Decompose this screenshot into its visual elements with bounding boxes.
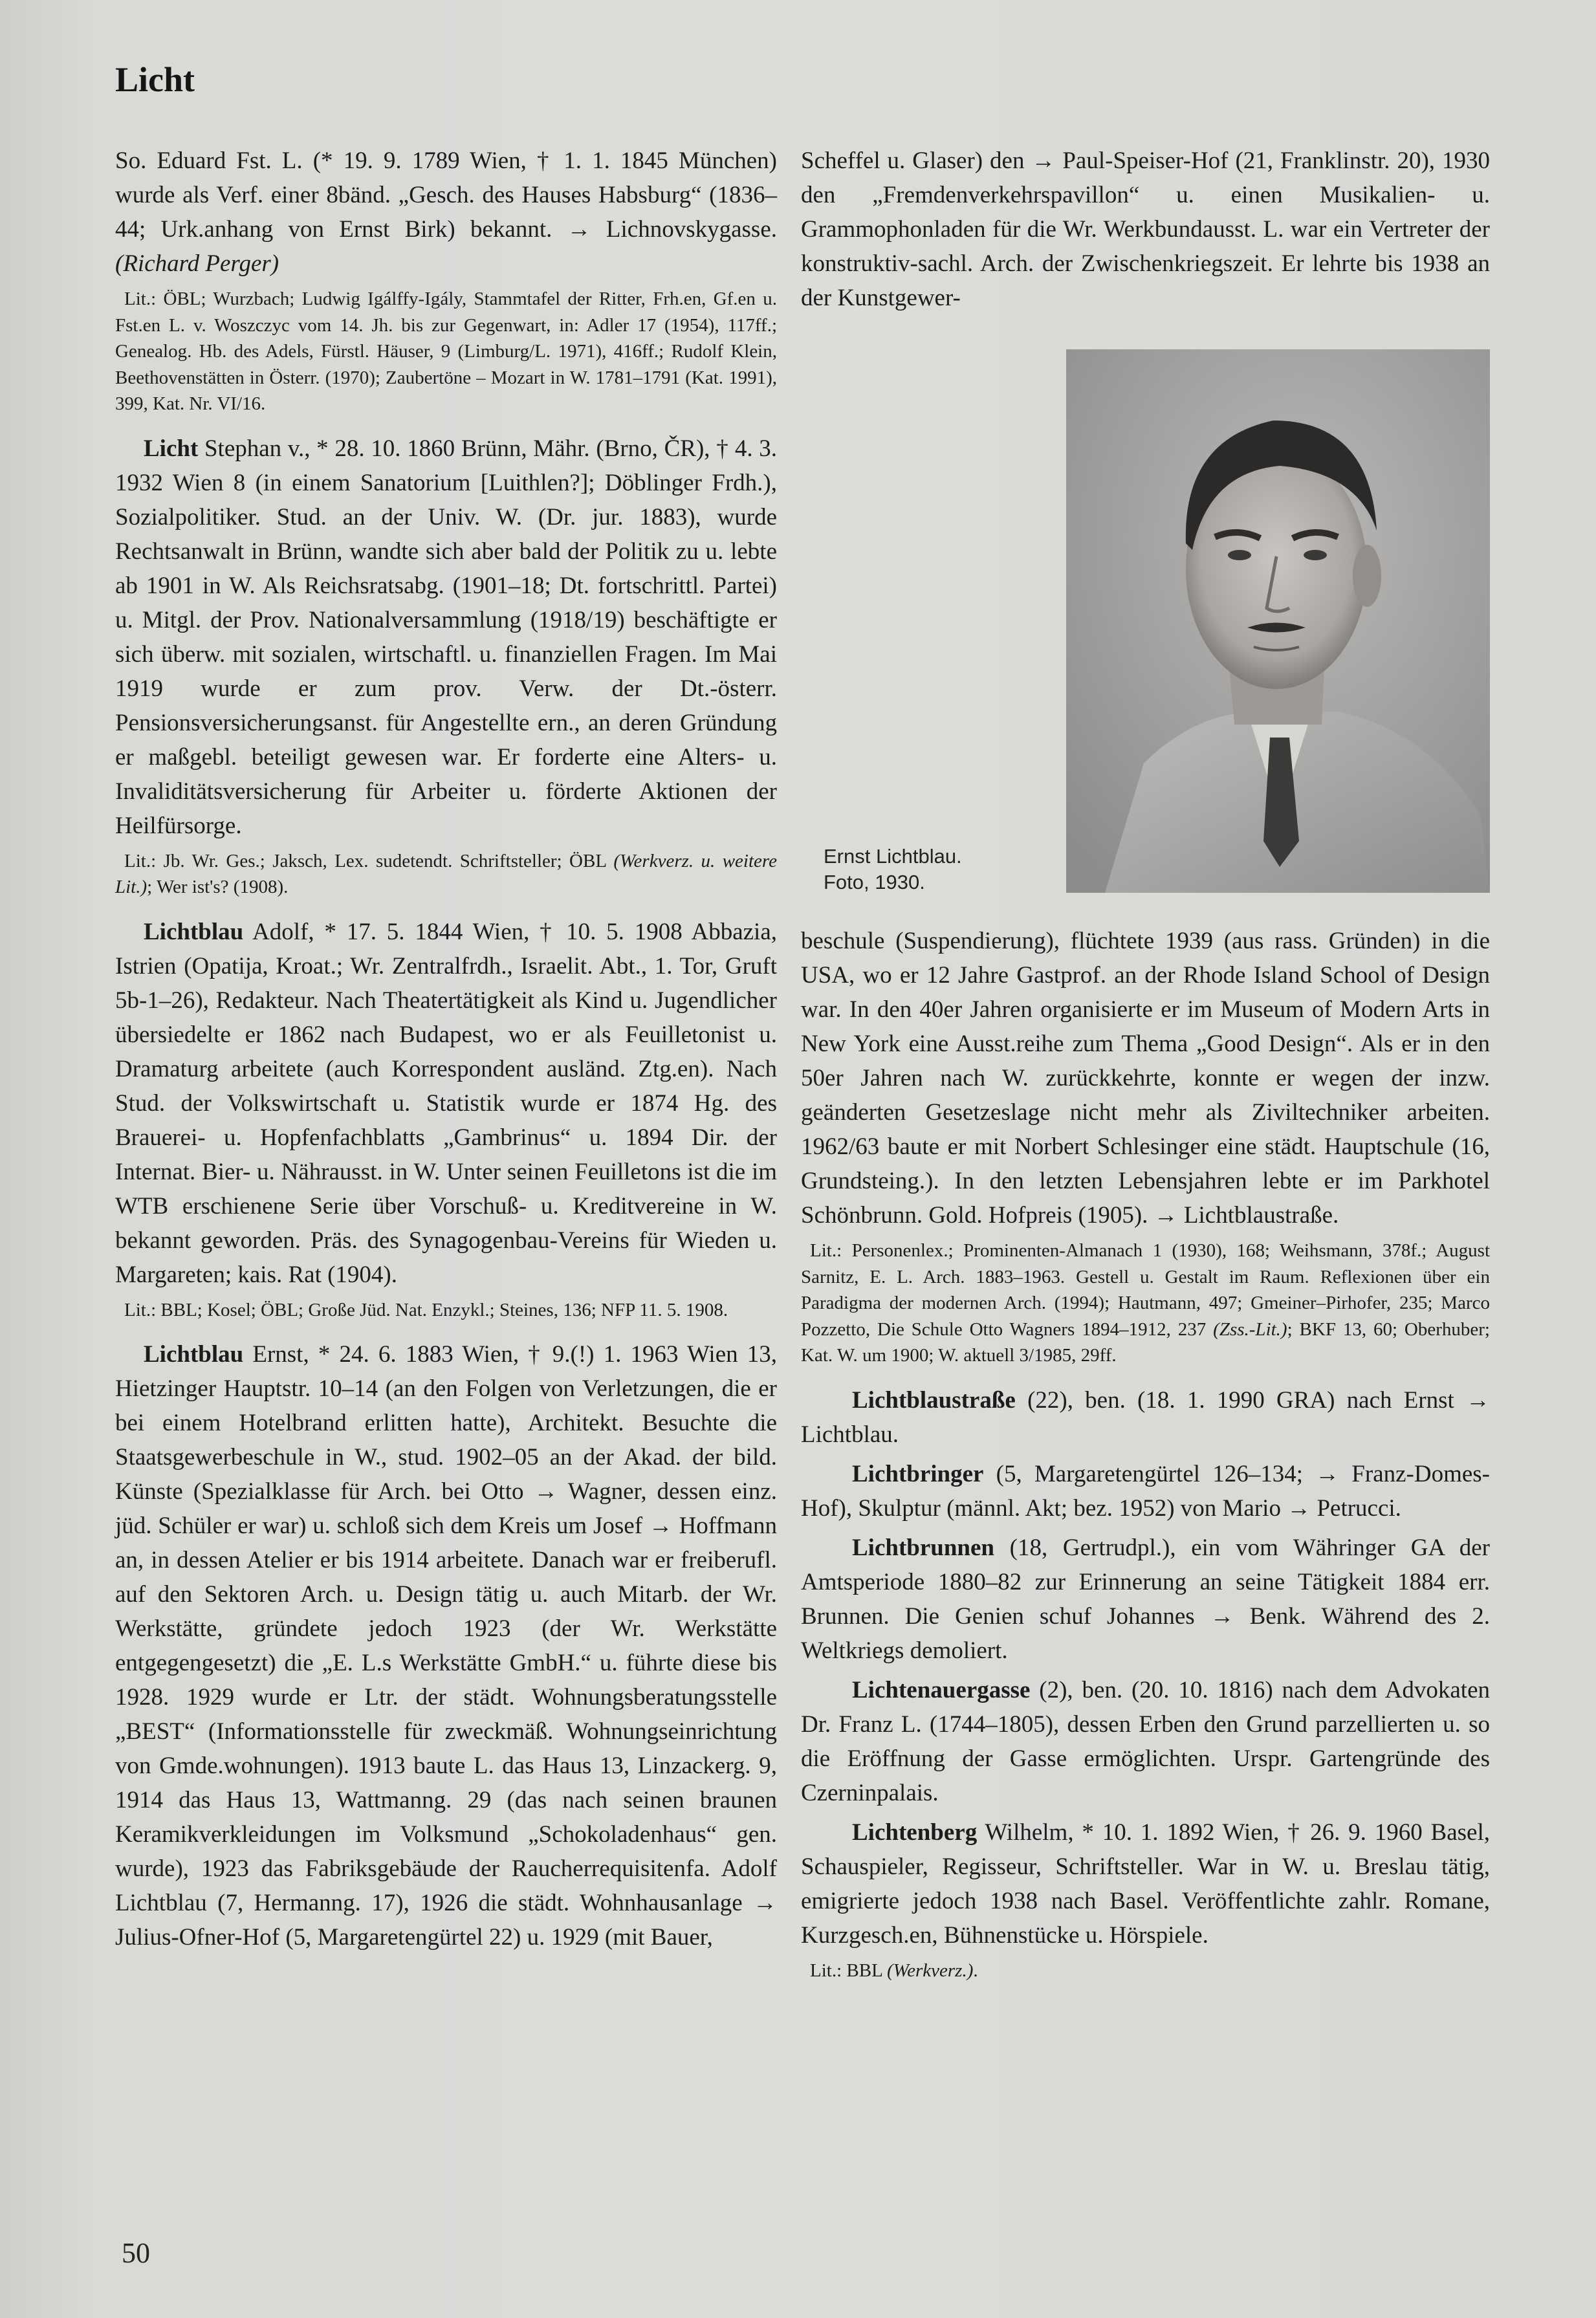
entry-lichtblau-ernst-end: beschule (Suspendierung), flüchtete 1939 (aus rass. Gründen) in die USA, wo er 12 Jahre Gastprof. an der Rhode Island School of Design war. In den 40er Jahren organisierte er im Museum of Modern Arts in New York eine Ausst.reihe zum Thema „Good Design“. Als er in den 50er Jahren nach W. zurückkehrte, konnte er wegen der inzw. geänderten Gesetzeslage nicht mehr als Ziviltechniker arbeiten. 1962/63 baute er mit Norbert Schlesinger eine städt. Hauptschule (16, Grundsteing.). In den letzten Lebensjahren lebte er im Parkhotel Schönbrunn. Gold. Hofpreis (1905). → Lichtblaustraße. [801,928,1490,1229]
lit-lichtenberg: Lit.: BBL (Werkverz.). [810,1960,978,1981]
portrait-image [1066,349,1490,893]
lit-eduard: Lit.: ÖBL; Wurzbach; Ludwig Igálffy-Igály, Stammtafel der Ritter, Frh.en, Gf.en u. Fst.en L. v. Woszczyc vom 14. Jh. bis zur Gegenwart, in: Adler 17 (1954), 117ff.; Genealog. Hb. des Adels, Fürstl. Häuser, 9 (Limburg/L. 1971), 416ff.; Rudolf Klein, Beethovenstätten in Österr. (1970); Zaubertöne – Mozart in W. 1781–1791 (Kat. 1991), 399, Kat. Nr. VI/16. [115,289,777,414]
lit-licht-stephan: Lit.: Jb. Wr. Ges.; Jaksch, Lex. sudetendt. Schriftsteller; ÖBL (Werkverz. u. weitere Lit.); Wer ist's? (1908). [115,850,777,897]
portrait-photo [1066,349,1490,893]
entry-lichtenberg: Lichtenberg Wilhelm, * 10. 1. 1892 Wien, † 26. 9. 1960 Basel, Schauspieler, Regisseur, Schriftsteller. War in W. u. Breslau tätig, emigrierte jedoch 1938 nach Basel. Veröffentlichte zahlr. Romane, Kurzgesch.en, Bühnenstücke u. Hörspiele. [801,1819,1490,1949]
entry-lichtblau-ernst: Lichtblau Ernst, * 24. 6. 1883 Wien, † 9.(!) 1. 1963 Wien 13, Hietzinger Hauptstr. 10–14 (an den Folgen von Verletzungen, die er bei einem Hotelbrand erlitten hatte), Architekt. Besuchte die Staatsgewerbeschule in W., stud. 1902–05 an der Akad. der bild. Künste (Spezialklasse für Arch. bei Otto → Wagner, dessen einz. jüd. Schüler er war) u. schloß sich dem Kreis um Josef → Hoffmann an, in dessen Atelier er bis 1914 arbeitete. Danach war er freiberufl. auf den Sektoren Arch. u. Design tätig u. auch Mitarb. der Wr. Werkstätte, gründete jedoch 1923 (der Wr. Werkstätte entgegengesetzt) die „E. L.s Werkstätte GmbH.“ u. führte diese bis 1928. 1929 wurde er Ltr. der städt. Wohnungsberatungsstelle „BEST“ (Informationsstelle für zweckmäß. Wohnungseinrichtung von Gmde.wohnungen). 1913 baute L. das Haus 13, Linzackerg. 9, 1914 das Haus 13, Wattmanng. 29 (das nach seinen braunen Keramikverkleidungen im Volksmund „Schokoladenhaus“ gen. wurde), 1923 das Fabriksgebäude der Raucherrequisitenfa. Adolf Lichtblau (7, Hermanng. 17), 1926 die städt. Wohnhausanlage → Julius-Ofner-Hof (5, Margaretengürtel 22) u. 1929 (mit Bauer, [115,1341,778,1951]
page-number: 50 [122,2237,150,2269]
entry-licht-stephan: Licht Stephan v., * 28. 10. 1860 Brünn, Mähr. (Brno, ČR), † 4. 3. 1932 Wien 8 (in einem Sanatorium [Luithlen?]; Döblinger Frdh.), Sozialpolitiker. Stud. an der Univ. W. (Dr. jur. 1883), wurde Rechtsanwalt in Brünn, wandte sich aber bald der Politik zu u. lebte ab 1901 in W. Als Reichsratsabg. (1901–18; Dt. fortschrittl. Partei) u. Mitgl. der Prov. Nationalversammlung (1918/19) beschäftigte er sich überw. mit sozialen, wirtschaftl. u. finanziellen Fragen. Im Mai 1919 wurde er zum prov. Verw. der Dt.-österr. Pensionsversicherungsanst. für Angestellte ern., an deren Gründung er maßgebl. beteiligt gewesen war. Er forderte eine Alters- u. Invaliditätsversicherung für Arbeiter u. förderte Aktionen der Heilfürsorge. [115,435,777,839]
entry-lichtbringer: Lichtbringer (5, Margaretengürtel 126–134; → Franz-Domes-Hof), Skulptur (männl. Akt; bez. 1952) von Mario → Petrucci. [801,1460,1490,1522]
photo-caption: Ernst Lichtblau. Foto, 1930. [824,845,962,893]
page-title: Licht [115,60,195,99]
left-column [115,144,777,1954]
entry-lichtblaustrasse: Lichtblaustraße (22), ben. (18. 1. 1990 GRA) nach Ernst → Lichtblau. [801,1386,1491,1448]
entry-lichtbrunnen: Lichtbrunnen (18, Gertrudpl.), ein vom Währinger GA der Amtsperiode 1880–82 zur Erinnerung an seine Tätigkeit 1884 err. Brunnen. Die Genien schuf Johannes → Benk. Während des 2. Weltkriegs demoliert. [801,1534,1490,1664]
lit-lichtblau-adolf: Lit.: BBL; Kosel; ÖBL; Große Jüd. Nat. Enzykl.; Steines, 136; NFP 11. 5. 1908. [124,1299,728,1320]
entry-lichtblau-ernst-continued: Scheffel u. Glaser) den → Paul-Speiser-Hof (21, Franklinstr. 20), 1930 den „Fremdenverkehrspavillon“ u. einen Musikalien- u. Grammophonladen für die Wr. Werkbundausst. L. war ein Vertreter der konstruktiv-sachl. Arch. der Zwischenkriegszeit. Er lehrte bis 1938 an der Kunstgewer- [801,148,1490,311]
right-column-top [801,144,1490,315]
lit-lichtblau-ernst: Lit.: Personenlex.; Prominenten-Almanach 1 (1930), 168; Weihsmann, 378f.; August Sarnitz, E. L. Arch. 1883–1963. Gestell u. Gestalt im Raum. Reflexionen über ein Paradigma der modernen Arch. (1994); Hautmann, 497; Gmeiner–Pirhofer, 235; Marco Pozzetto, Die Schule Otto Wagners 1894–1912, 237 (Zss.-Lit.); BKF 13, 60; Oberhuber; Kat. W. um 1900; W. aktuell 3/1985, 29ff. [801,1240,1490,1366]
entry-eduard: So. Eduard Fst. L. (* 19. 9. 1789 Wien, † 1. 1. 1845 München) wurde als Verf. einer 8bänd. „Gesch. des Hauses Habsburg“ (1836–44; Urk.anhang von Ernst Birk) bekannt. → Lichnovskygasse. (Richard Perger) [115,148,777,277]
entry-lichtenauergasse: Lichtenauergasse (2), ben. (20. 10. 1816) nach dem Advokaten Dr. Franz L. (1744–1805), dessen Erben den Grund parzellierten u. so die Eröffnung der Gasse ermöglichten. Urspr. Gartengründe des Czerninpalais. [801,1676,1490,1806]
entry-lichtblau-adolf: Lichtblau Adolf, * 17. 5. 1844 Wien, † 10. 5. 1908 Abbazia, Istrien (Opatija, Kroat.; Wr. Zentralfrdh., Israelit. Abt., 1. Tor, Gruft 5b-1–26), Redakteur. Nach Theatertätigkeit als Kind u. Jugendlicher übersiedelte er 1862 nach Budapest, wo er als Feuilletonist u. Dramaturg arbeitete (auch Korrespondent ausländ. Ztg.en). Nach Stud. der Volkswirtschaft u. Statistik wurde er 1874 Hg. des Brauerei- u. Hopfenfachblatts „Gambrinus“ u. 1894 Dir. der Internat. Bier- u. Nährausst. in W. Unter seinen Feuilletons ist die im WTB erschienene Serie über Vorschuß- u. Kreditvereine in W. bekannt geworden. Präs. des Synagogenbau-Vereins für Wieden u. Margareten; kais. Rat (1904). [115,918,777,1288]
right-column-lower [801,924,1490,1998]
